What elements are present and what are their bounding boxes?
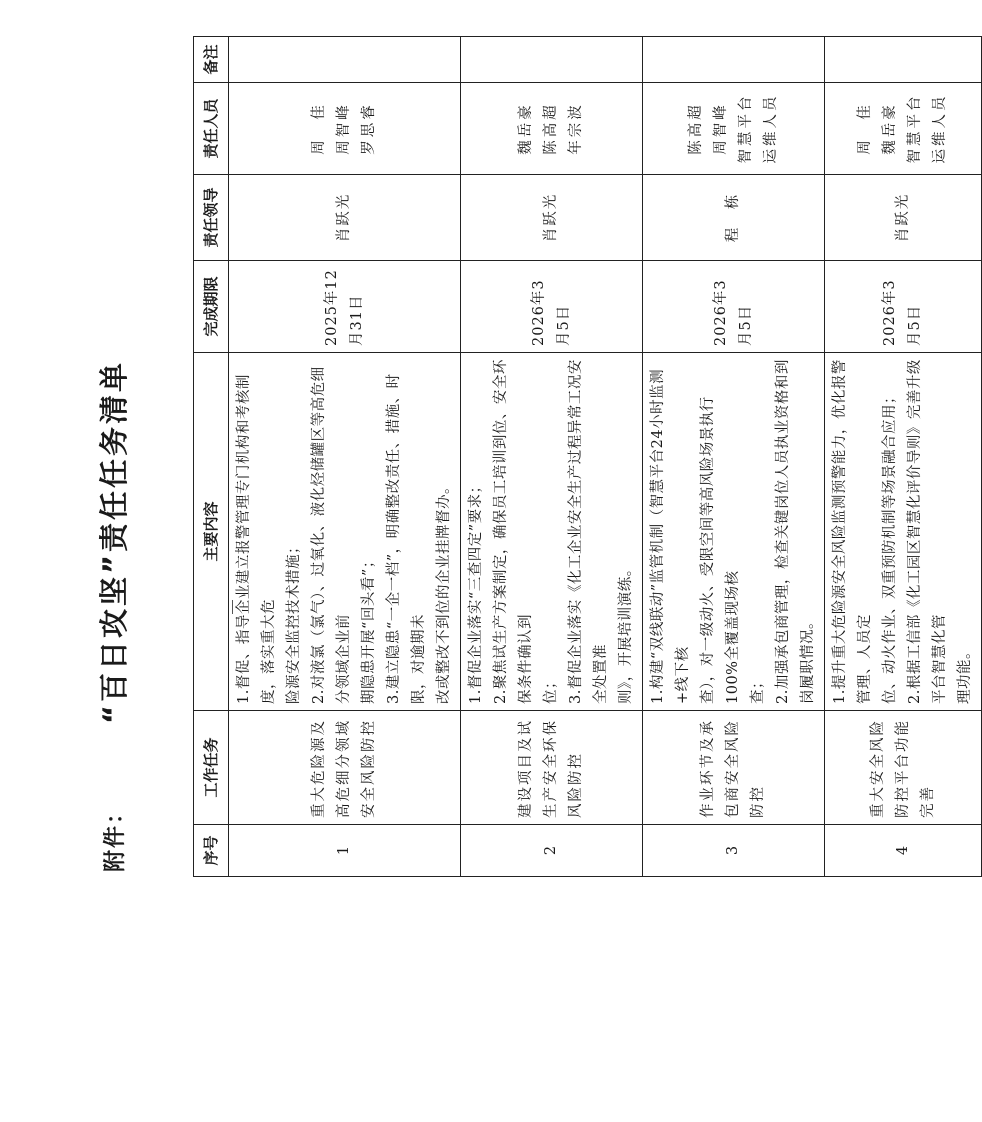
- row-remarks: [461, 37, 643, 83]
- person-name: 智慧平台: [907, 93, 923, 164]
- person-name: 罗思睿: [361, 102, 377, 155]
- row-remarks: [825, 37, 982, 83]
- content-line: 险源安全监控技术措施；: [286, 539, 302, 704]
- person-name: 陈高超: [543, 102, 559, 155]
- content-line: 1.督促、指导企业建立报警管理专门机构和考核制度，落实重大危: [236, 374, 277, 704]
- header-leader: 责任领导: [194, 175, 229, 261]
- row-deadline: 2026年3月5日: [825, 261, 982, 353]
- content-line: 期隐患开展“回头看”；: [361, 553, 377, 704]
- row-task: 重大安全风险防控平台功能完善: [825, 711, 982, 825]
- content-line: 1.提升重大危险源安全风险监测预警能力，优化报警管理、人员定: [832, 359, 873, 704]
- row-deadline: 2025年12月31日: [229, 261, 461, 353]
- person-name: 智慧平台: [737, 93, 754, 164]
- row-persons: [229, 83, 461, 175]
- table-header-row: [194, 37, 229, 877]
- person-name: 周 佳: [857, 102, 873, 155]
- row-seq: 4: [825, 825, 982, 877]
- row-persons: [825, 83, 982, 175]
- row-remarks: [229, 37, 461, 83]
- row-seq: 3: [643, 825, 825, 877]
- content-line: 查），对一级动火、受限空间等高风险场景执行100%全覆盖现场核: [700, 396, 741, 704]
- row-leader: 肖跃光: [229, 175, 461, 261]
- row-persons: [643, 83, 825, 175]
- row-content: [229, 353, 461, 711]
- table-row: [825, 37, 982, 877]
- header-persons: 责任人员: [194, 83, 229, 175]
- margin-mark: [232, 600, 233, 614]
- content-line: 1.督促企业落实“三查四定”要求；: [468, 478, 484, 704]
- task-table: [193, 36, 982, 877]
- row-task: 建设项目及试生产安全环保风险防控: [461, 711, 643, 825]
- header-remarks: 备注: [194, 37, 229, 83]
- row-leader: 肖跃光: [825, 175, 982, 261]
- content-line: 3.建立隐患“一企一档”，明确整改责任、措施、时限，对逾期未: [386, 373, 427, 704]
- content-line: 3.督促企业落实《化工企业安全生产过程异常工况安全处置准: [568, 359, 609, 704]
- row-content: [825, 353, 982, 711]
- row-task: 重大危险源及高危细分领域安全风险防控: [229, 711, 461, 825]
- table-row: [461, 37, 643, 877]
- row-leader: 肖跃光: [461, 175, 643, 261]
- content-line: 2.聚焦试生产方案制定，确保员工培训到位、安全环保条件确认到: [493, 359, 534, 704]
- table-row: [643, 37, 825, 877]
- content-line: 改或整改不到位的企业挂牌督办。: [436, 479, 452, 704]
- document-title: “百日攻坚”责任任务清单: [97, 359, 131, 725]
- content-line: 2.根据工信部《化工园区智慧化评价导则》完善升级平台智慧化管: [907, 359, 948, 704]
- person-name: 周智峰: [336, 102, 352, 155]
- content-line: 2.加强承包商管理，检查关键岗位人员执业资格和到岗履职情况。: [775, 359, 816, 704]
- row-deadline: 2026年3月5日: [643, 261, 825, 353]
- person-name: 周智峰: [712, 102, 729, 155]
- person-name: 魏岳豪: [882, 102, 898, 155]
- person-name: 运维人员: [932, 93, 948, 164]
- header-task: 工作任务: [194, 711, 229, 825]
- content-line: 则》，开展培训演练。: [618, 561, 634, 704]
- row-task: 作业环节及承包商安全风险防控: [643, 711, 825, 825]
- row-leader: 程 栋: [643, 175, 825, 261]
- row-seq: 2: [461, 825, 643, 877]
- header-deadline: 完成期限: [194, 261, 229, 353]
- content-line: 查；: [750, 674, 766, 704]
- content-line: 2.对液氯（氯气）、过氧化、液化烃储罐区等高危细分领域企业前: [311, 366, 352, 704]
- row-deadline: 2026年3月5日: [461, 261, 643, 353]
- header-seq: 序号: [194, 825, 229, 877]
- row-seq: 1: [229, 825, 461, 877]
- person-name: 运维人员: [762, 93, 779, 164]
- row-remarks: [643, 37, 825, 83]
- content-line: 理功能。: [957, 644, 973, 704]
- content-line: 1.构建“双线联动”监管机制（智慧平台24小时监测+线下核: [650, 368, 691, 704]
- attachment-label: 附件：: [103, 799, 128, 872]
- row-content: [461, 353, 643, 711]
- person-name: 周 佳: [311, 102, 327, 155]
- table-row: [229, 37, 461, 877]
- header-content: 主要内容: [194, 353, 229, 711]
- person-name: 陈高超: [687, 102, 704, 155]
- content-line: 位、动火作业、双重预防机制等场景融合应用；: [882, 389, 898, 704]
- content-line: 位；: [543, 674, 559, 704]
- row-persons: [461, 83, 643, 175]
- person-name: 魏岳豪: [518, 102, 534, 155]
- person-name: 年宗波: [568, 102, 584, 155]
- row-content: [643, 353, 825, 711]
